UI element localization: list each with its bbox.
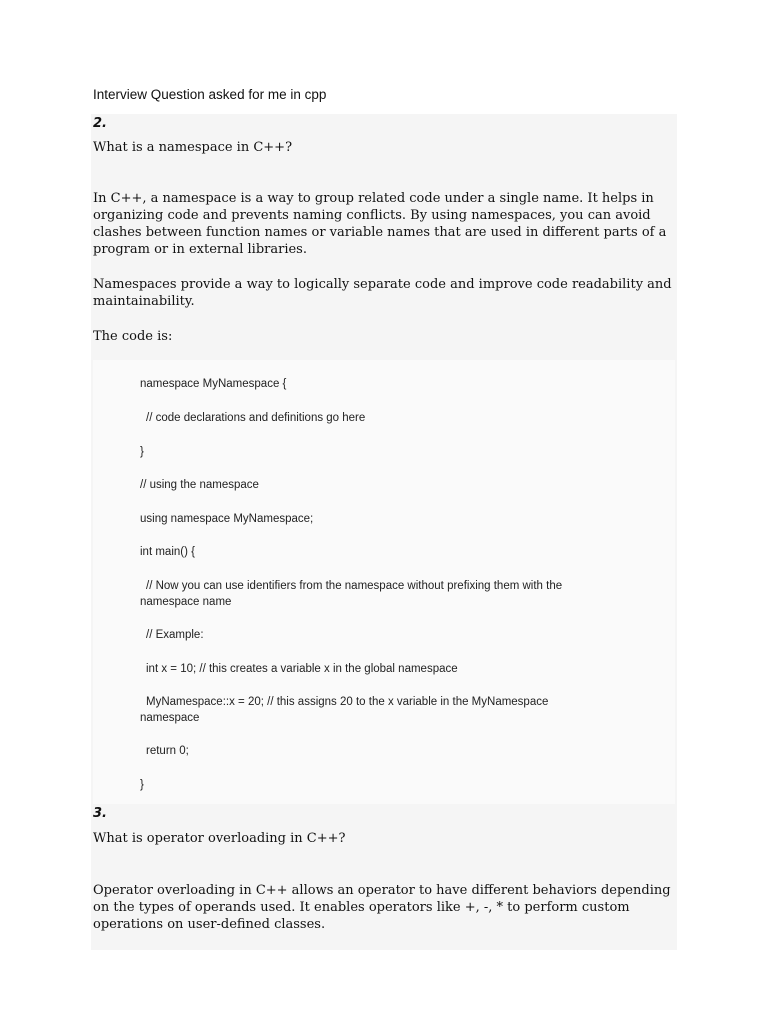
code-line: return 0; [146, 745, 189, 757]
answer-paragraph: In C++, a namespace is a way to group related code under a single name. It helps in organizing code and prevents naming conflicts. By using namespaces, you can avoid clashes between function names or variable names that are used in different parts of a program or in external libraries. [93, 191, 667, 257]
document-title: Interview Question asked for me in cpp [93, 87, 327, 102]
answer-paragraph: The code is: [93, 329, 173, 344]
code-line: MyNamespace::x = 20; // this assigns 20 to the x variable in the MyNamespace namespace [140, 696, 549, 724]
code-line: } [140, 446, 144, 458]
code-line: // Now you can use identifiers from the namespace without prefixing them with the namespace name [140, 580, 563, 608]
code-line: // Example: [146, 629, 204, 641]
code-line: // using the namespace [140, 479, 259, 491]
code-line: using namespace MyNamespace; [140, 513, 314, 525]
question-number: 3. [93, 806, 107, 821]
answer-paragraph: Namespaces provide a way to logically separate code and improve code readability and maintainability. [93, 277, 672, 309]
question-text: What is operator overloading in C++? [93, 831, 346, 846]
question-text: What is a namespace in C++? [93, 140, 293, 155]
question-number: 2. [93, 116, 107, 131]
code-line: // code declarations and definitions go here [146, 412, 366, 424]
code-line: } [140, 779, 144, 791]
code-line: namespace MyNamespace { [140, 378, 287, 390]
code-line: int main() { [140, 546, 195, 558]
answer-paragraph: Operator overloading in C++ allows an operator to have different behaviors depending on the types of operands used. It enables operators like +, -, * to perform custom operations on user-defined classes. [93, 883, 671, 932]
code-line: int x = 10; // this creates a variable x in the global namespace [146, 663, 458, 675]
